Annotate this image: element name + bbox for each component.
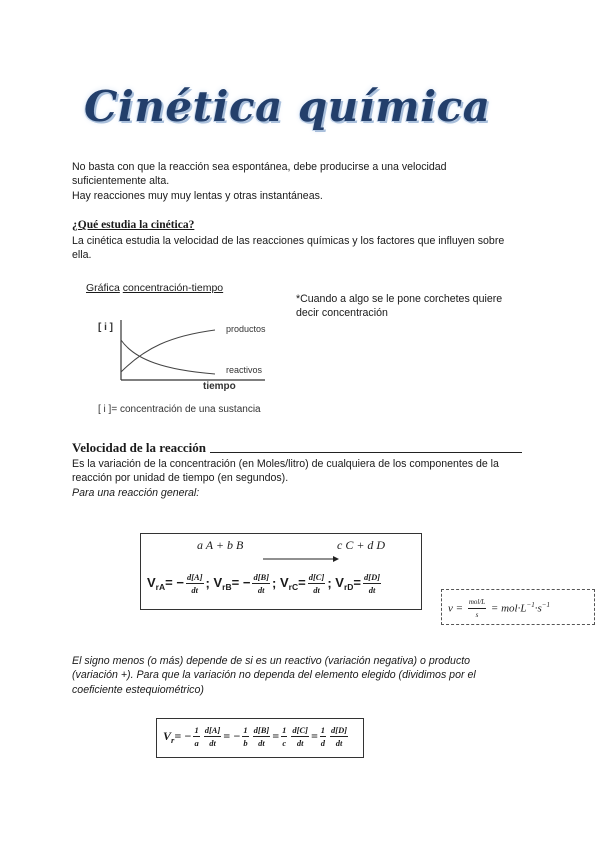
rate-term-a: $V_{rA}=$ − $\frac{d[A]}{dt}$ xyxy=(147,572,203,595)
section2-paragraph xyxy=(72,457,552,500)
rate-term-b: $V_{rB}=$ − $\frac{d[B]}{dt}$ xyxy=(213,572,270,595)
sign-note-line-1: El signo menos (o más) depende de si es un reactivo (variación negativa) o producto xyxy=(72,655,471,667)
section2-line-1: Es la variación de la concentración (en Moles/litro) de cualquiera de los componentes de la xyxy=(72,458,499,470)
graph-title xyxy=(86,282,223,294)
sign-note-line-3: coeficiente estequiométrico) xyxy=(72,683,204,696)
products-curve xyxy=(121,330,215,372)
page-title: Cinética química xyxy=(84,82,491,131)
heading-rule xyxy=(210,452,522,453)
rate-equation-box xyxy=(140,533,422,610)
reaction-reactants: a A + b B xyxy=(197,538,244,552)
note-line-2: decir concentración xyxy=(296,307,388,320)
intro-line-3: Hay reacciones muy muy lentas y otras instantáneas. xyxy=(72,189,323,202)
rate-term-d: $V_{rD}=$ $\frac{d[D]}{dt}$ xyxy=(335,572,381,595)
section1-line-2: ella. xyxy=(72,249,92,262)
intro-line-2: suficientemente alta. xyxy=(72,175,170,188)
section-heading-que-estudia: ¿Qué estudia la cinética? xyxy=(72,219,195,231)
graph-caption: [ i ]= concentración de una sustancia xyxy=(98,404,261,415)
graph-title-part1: Gráfica xyxy=(86,282,120,294)
sign-note-line-2: (variación +). Para que la variación no dependa del elemento elegido (dividimos por el xyxy=(72,669,476,682)
sign-note-paragraph xyxy=(72,654,542,697)
rate-term-c: $V_{rC}=$ $\frac{d[C]}{dt}$ xyxy=(280,572,325,595)
units-box xyxy=(441,589,595,625)
section2-line-2: reacción por unidad de tiempo (en segundos). xyxy=(72,472,289,485)
units-expression: v = $\frac{\text{mol/L}}{s}$ = $mol\cdot L^{-1}\cdot s^{-1}$ xyxy=(448,598,550,619)
section2-general: Para una reacción general: xyxy=(72,486,200,499)
section-heading-velocidad: Velocidad de la reacción xyxy=(72,440,206,455)
graph-y-label: [ i ] xyxy=(98,322,113,333)
section1-line-1: La cinética estudia la velocidad de las reacciones químicas y los factores que influyen sobre xyxy=(72,235,505,247)
graph-reactants-label: reactivos xyxy=(226,365,263,375)
reaction-arrow-icon xyxy=(261,555,341,563)
intro-line-1: No basta con que la reacción sea espontánea, debe producirse a una velocidad xyxy=(72,161,447,173)
normalized-rate-equation: $V_r=$ − $\frac{1}{a}$ $\frac{d[A]}{dt}$ = − $\frac{1}{b}$ $\frac{d[B]}{dt}$ = $\frac{1}{c}$ $\frac{d[C]}{dt}$ = $\frac{1}{d}$ $\frac{d[D]}{dt}$ xyxy=(163,725,348,748)
section1-paragraph xyxy=(72,234,552,263)
rate-equations: $V_{rA}=$ − $\frac{d[A]}{dt}$ ; $V_{rB}=$ − $\frac{d[B]}{dt}$ ; $V_{rC}=$ $\frac{d[C]}{dt}$ ; $V_{rD}=$ $\frac{d[D]}{dt}$ xyxy=(147,572,383,596)
graph-x-label: tiempo xyxy=(203,381,236,392)
reaction-products: c C + d D xyxy=(337,538,386,552)
intro-paragraph xyxy=(72,160,542,203)
normalized-rate-box xyxy=(156,718,364,758)
reactants-curve xyxy=(121,340,215,374)
brackets-note xyxy=(296,292,526,321)
graph-products-label: productos xyxy=(226,324,266,334)
note-line-1: *Cuando a algo se le pone corchetes quiere xyxy=(296,293,503,305)
graph-title-part2: concentración-tiempo xyxy=(122,282,224,294)
